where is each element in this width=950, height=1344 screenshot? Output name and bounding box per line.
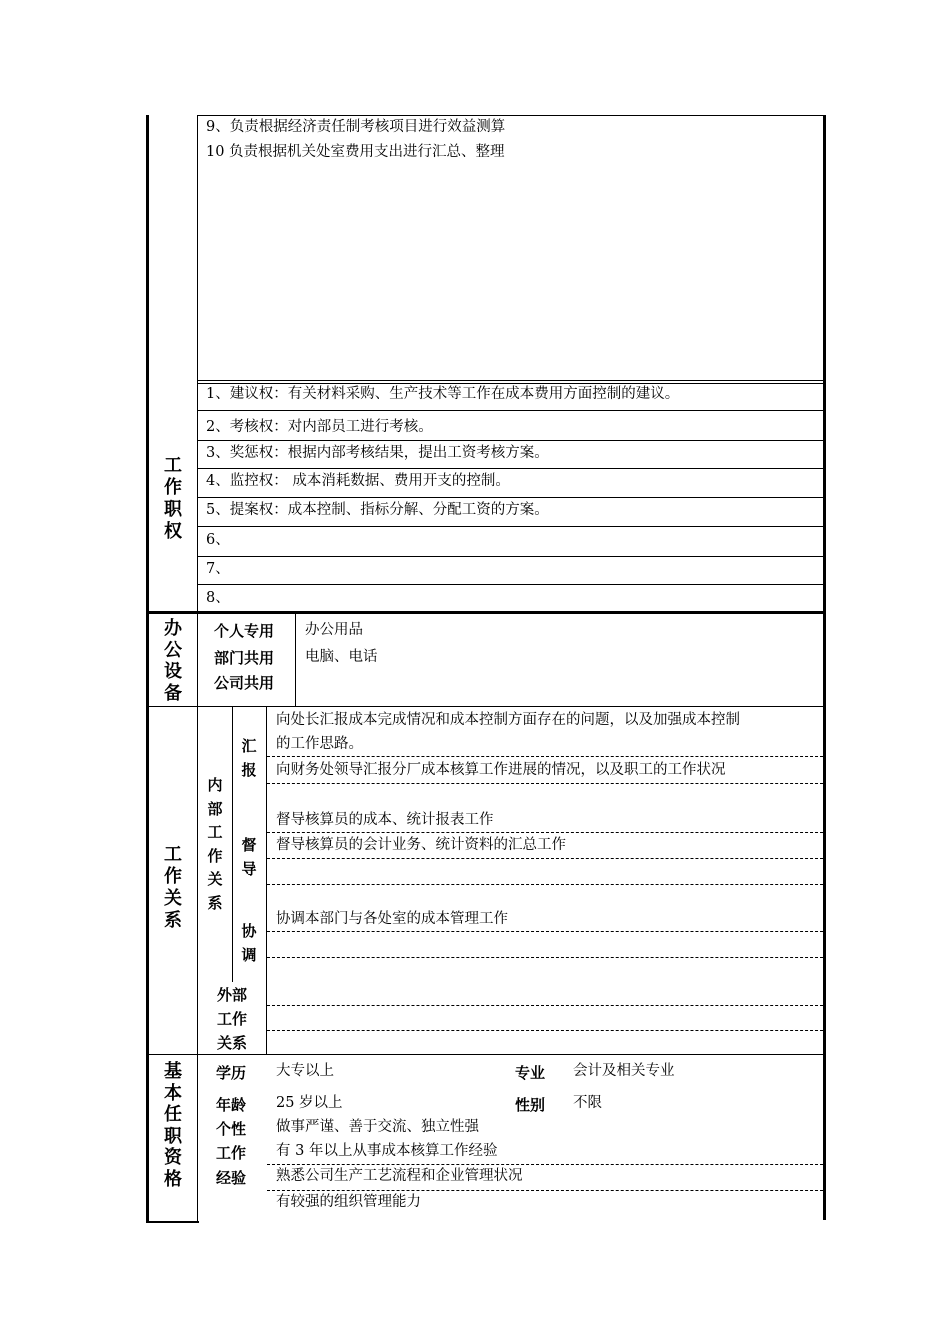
age-value: 25 岁以上 <box>276 1095 343 1111</box>
personality-value: 做事严谨、善于交流、独立性强 <box>276 1119 479 1135</box>
authority-item: 5、提案权：成本控制、指标分解、分配工资的方案。 <box>206 502 549 518</box>
authority-item: 2、考核权：对内部员工进行考核。 <box>206 419 433 435</box>
report-line: 的工作思路。 <box>276 736 363 752</box>
personality-label: 个性 <box>216 1120 247 1138</box>
experience-line: 有较强的组织管理能力 <box>276 1194 421 1210</box>
age-label: 年龄 <box>216 1096 247 1114</box>
coordinate-line: 协调本部门与各处室的成本管理工作 <box>276 911 508 927</box>
equipment-department-value: 电脑、电话 <box>305 649 378 665</box>
experience-line: 熟悉公司生产工艺流程和企业管理状况 <box>276 1168 523 1184</box>
report-line: 向处长汇报成本完成情况和成本控制方面存在的问题，以及加强成本控制 <box>276 712 740 728</box>
relations-section-label: 工作关系 <box>164 844 182 931</box>
authority-item: 7、 <box>206 561 230 577</box>
experience-line: 有 3 年以上从事成本核算工作经验 <box>276 1143 498 1159</box>
gender-label: 性别 <box>515 1096 546 1114</box>
authority-item: 3、奖惩权：根据内部考核结果，提出工资考核方案。 <box>206 445 549 461</box>
education-value: 大专以上 <box>276 1063 334 1079</box>
external-relations-label: 外部工作关系 <box>216 986 247 1052</box>
authority-item: 8、 <box>206 590 230 606</box>
supervise-line: 督导核算员的成本、统计报表工作 <box>276 812 494 828</box>
authority-item: 1、建议权：有关材料采购、生产技术等工作在成本费用方面控制的建议。 <box>206 386 680 402</box>
equipment-department-label: 部门共用 <box>214 649 275 667</box>
authority-item: 6、 <box>206 532 230 548</box>
report-line: 向财务处领导汇报分厂成本核算工作进展的情况，以及职工的工作状况 <box>276 762 726 778</box>
supervise-line: 督导核算员的会计业务、统计资料的汇总工作 <box>276 837 566 853</box>
experience-label: 经验 <box>216 1169 247 1187</box>
major-label: 专业 <box>515 1064 546 1082</box>
work-label: 工作 <box>216 1144 247 1162</box>
gender-value: 不限 <box>573 1095 602 1111</box>
qualifications-section-label: 基本任职资格 <box>164 1061 182 1190</box>
supervise-label: 督导 <box>241 836 257 878</box>
report-label: 汇报 <box>241 737 257 779</box>
equipment-personal-value: 办公用品 <box>305 622 363 638</box>
equipment-personal-label: 个人专用 <box>214 622 275 640</box>
duty-item-9: 9、负责根据经济责任制考核项目进行效益测算 <box>206 119 506 135</box>
coordinate-label: 协调 <box>241 922 257 964</box>
education-label: 学历 <box>216 1064 247 1082</box>
internal-relations-label: 内部工作关系 <box>207 776 223 912</box>
equipment-company-label: 公司共用 <box>214 674 275 692</box>
authority-item: 4、监控权： 成本消耗数据、费用开支的控制。 <box>206 473 510 489</box>
authority-section-label: 工作职权 <box>164 455 182 542</box>
duty-item-10: 10 负责根据机关处室费用支出进行汇总、整理 <box>206 144 505 160</box>
major-value: 会计及相关专业 <box>573 1063 675 1079</box>
equipment-section-label: 办公设备 <box>164 618 182 704</box>
